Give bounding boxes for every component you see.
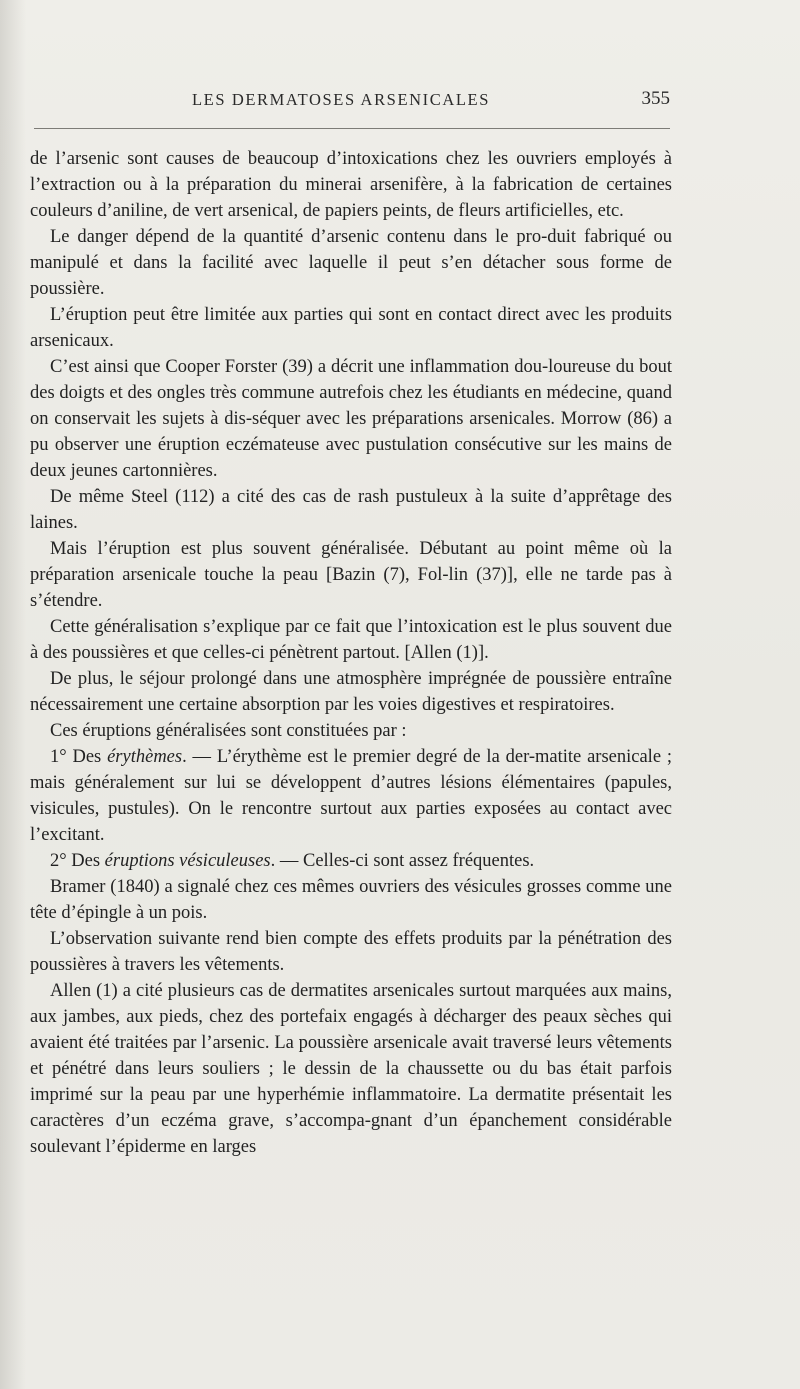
paragraph: De même Steel (112) a cité des cas de rash pustuleux à la suite d’apprêtage des laines. xyxy=(30,487,672,533)
item-text: . — L’érythème est le premier degré de la der-matite arsenicale ; mais généralement sur lui se développent d’autres lésions élémentaires (papules, visicules, pustules). On le rencontre surtout aux parties exposées au contact avec l’excitant. xyxy=(30,747,673,845)
item-text: . — Celles-ci sont assez fréquentes. xyxy=(270,851,535,871)
page-edge-shadow xyxy=(0,0,26,1389)
paragraph: C’est ainsi que Cooper Forster (39) a décrit une inflammation dou-loureuse du bout des doigts et des ongles très commune autrefois chez les étudiants en médecine, quand on conservait les sujets à dis-séquer avec les préparations arsenicales. Morrow (86) a pu observer une éruption eczémateuse avec pustulation consécutive sur les mains de deux jeunes cartonnières. xyxy=(30,357,672,481)
paragraph: de l’arsenic sont causes de beaucoup d’intoxications chez les ouvriers employés à l’extraction ou à la préparation du minerai arsenifère, à la fabrication de certaines couleurs d’aniline, de vert arsenical, de papiers peints, de fleurs artificielles, etc. xyxy=(30,149,672,221)
paragraph: Allen (1) a cité plusieurs cas de dermatites arsenicales surtout marquées aux mains, aux jambes, aux pieds, chez des portefaix engagés à décharger des peaux sèches qui avaient été traitées par l’arsenic. La poussière arsenicale avait traversé leurs vêtements et pénétré dans leurs souliers ; le dessin de la chaussette ou du bas était parfois imprimé sur la peau par une hyperhémie inflammatoire. La dermatite présentait les caractères d’un eczéma grave, s’accompa-gnant d’un épanchement considérable soulevant l’épiderme en larges xyxy=(30,981,672,1157)
page-number: 355 xyxy=(641,88,670,109)
body-text xyxy=(30,146,672,1160)
paragraph: Le danger dépend de la quantité d’arsenic contenu dans le pro-duit fabriqué ou manipulé et dans la facilité avec laquelle il peut s’en détacher sous forme de poussière. xyxy=(30,227,672,299)
paragraph: Mais l’éruption est plus souvent généralisée. Débutant au point même où la préparation arsenicale touche la peau [Bazin (7), Fol-lin (37)], elle ne tarde pas à s’étendre. xyxy=(30,539,672,611)
paragraph: De plus, le séjour prolongé dans une atmosphère imprégnée de poussière entraîne nécessairement une certaine absorption par les voies digestives et respiratoires. xyxy=(30,669,672,715)
paragraph: Cette généralisation s’explique par ce fait que l’intoxication est le plus souvent due à des poussières et que celles-ci pénètrent partout. [Allen (1)]. xyxy=(30,617,672,663)
item-term: éruptions vésiculeuses xyxy=(104,851,271,871)
header-rule xyxy=(34,128,670,129)
item-term: érythèmes xyxy=(107,747,183,767)
paragraph: L’éruption peut être limitée aux parties qui sont en contact direct avec les produits arsenicaux. xyxy=(30,305,672,351)
paragraph: Bramer (1840) a signalé chez ces mêmes ouvriers des vésicules grosses comme une tête d’épingle à un pois. xyxy=(30,877,672,923)
item-prefix: 1° Des xyxy=(50,747,108,767)
paragraph: L’observation suivante rend bien compte des effets produits par la pénétration des poussières à travers les vêtements. xyxy=(30,929,672,975)
list-item-erythemes xyxy=(30,744,672,848)
list-item-eruptions-vesiculeuses xyxy=(30,848,672,874)
item-prefix: 2° Des xyxy=(50,851,105,871)
page-header xyxy=(32,90,670,114)
running-title: LES DERMATOSES ARSENICALES xyxy=(192,90,491,109)
paragraph: Ces éruptions généralisées sont constituées par : xyxy=(50,721,407,741)
